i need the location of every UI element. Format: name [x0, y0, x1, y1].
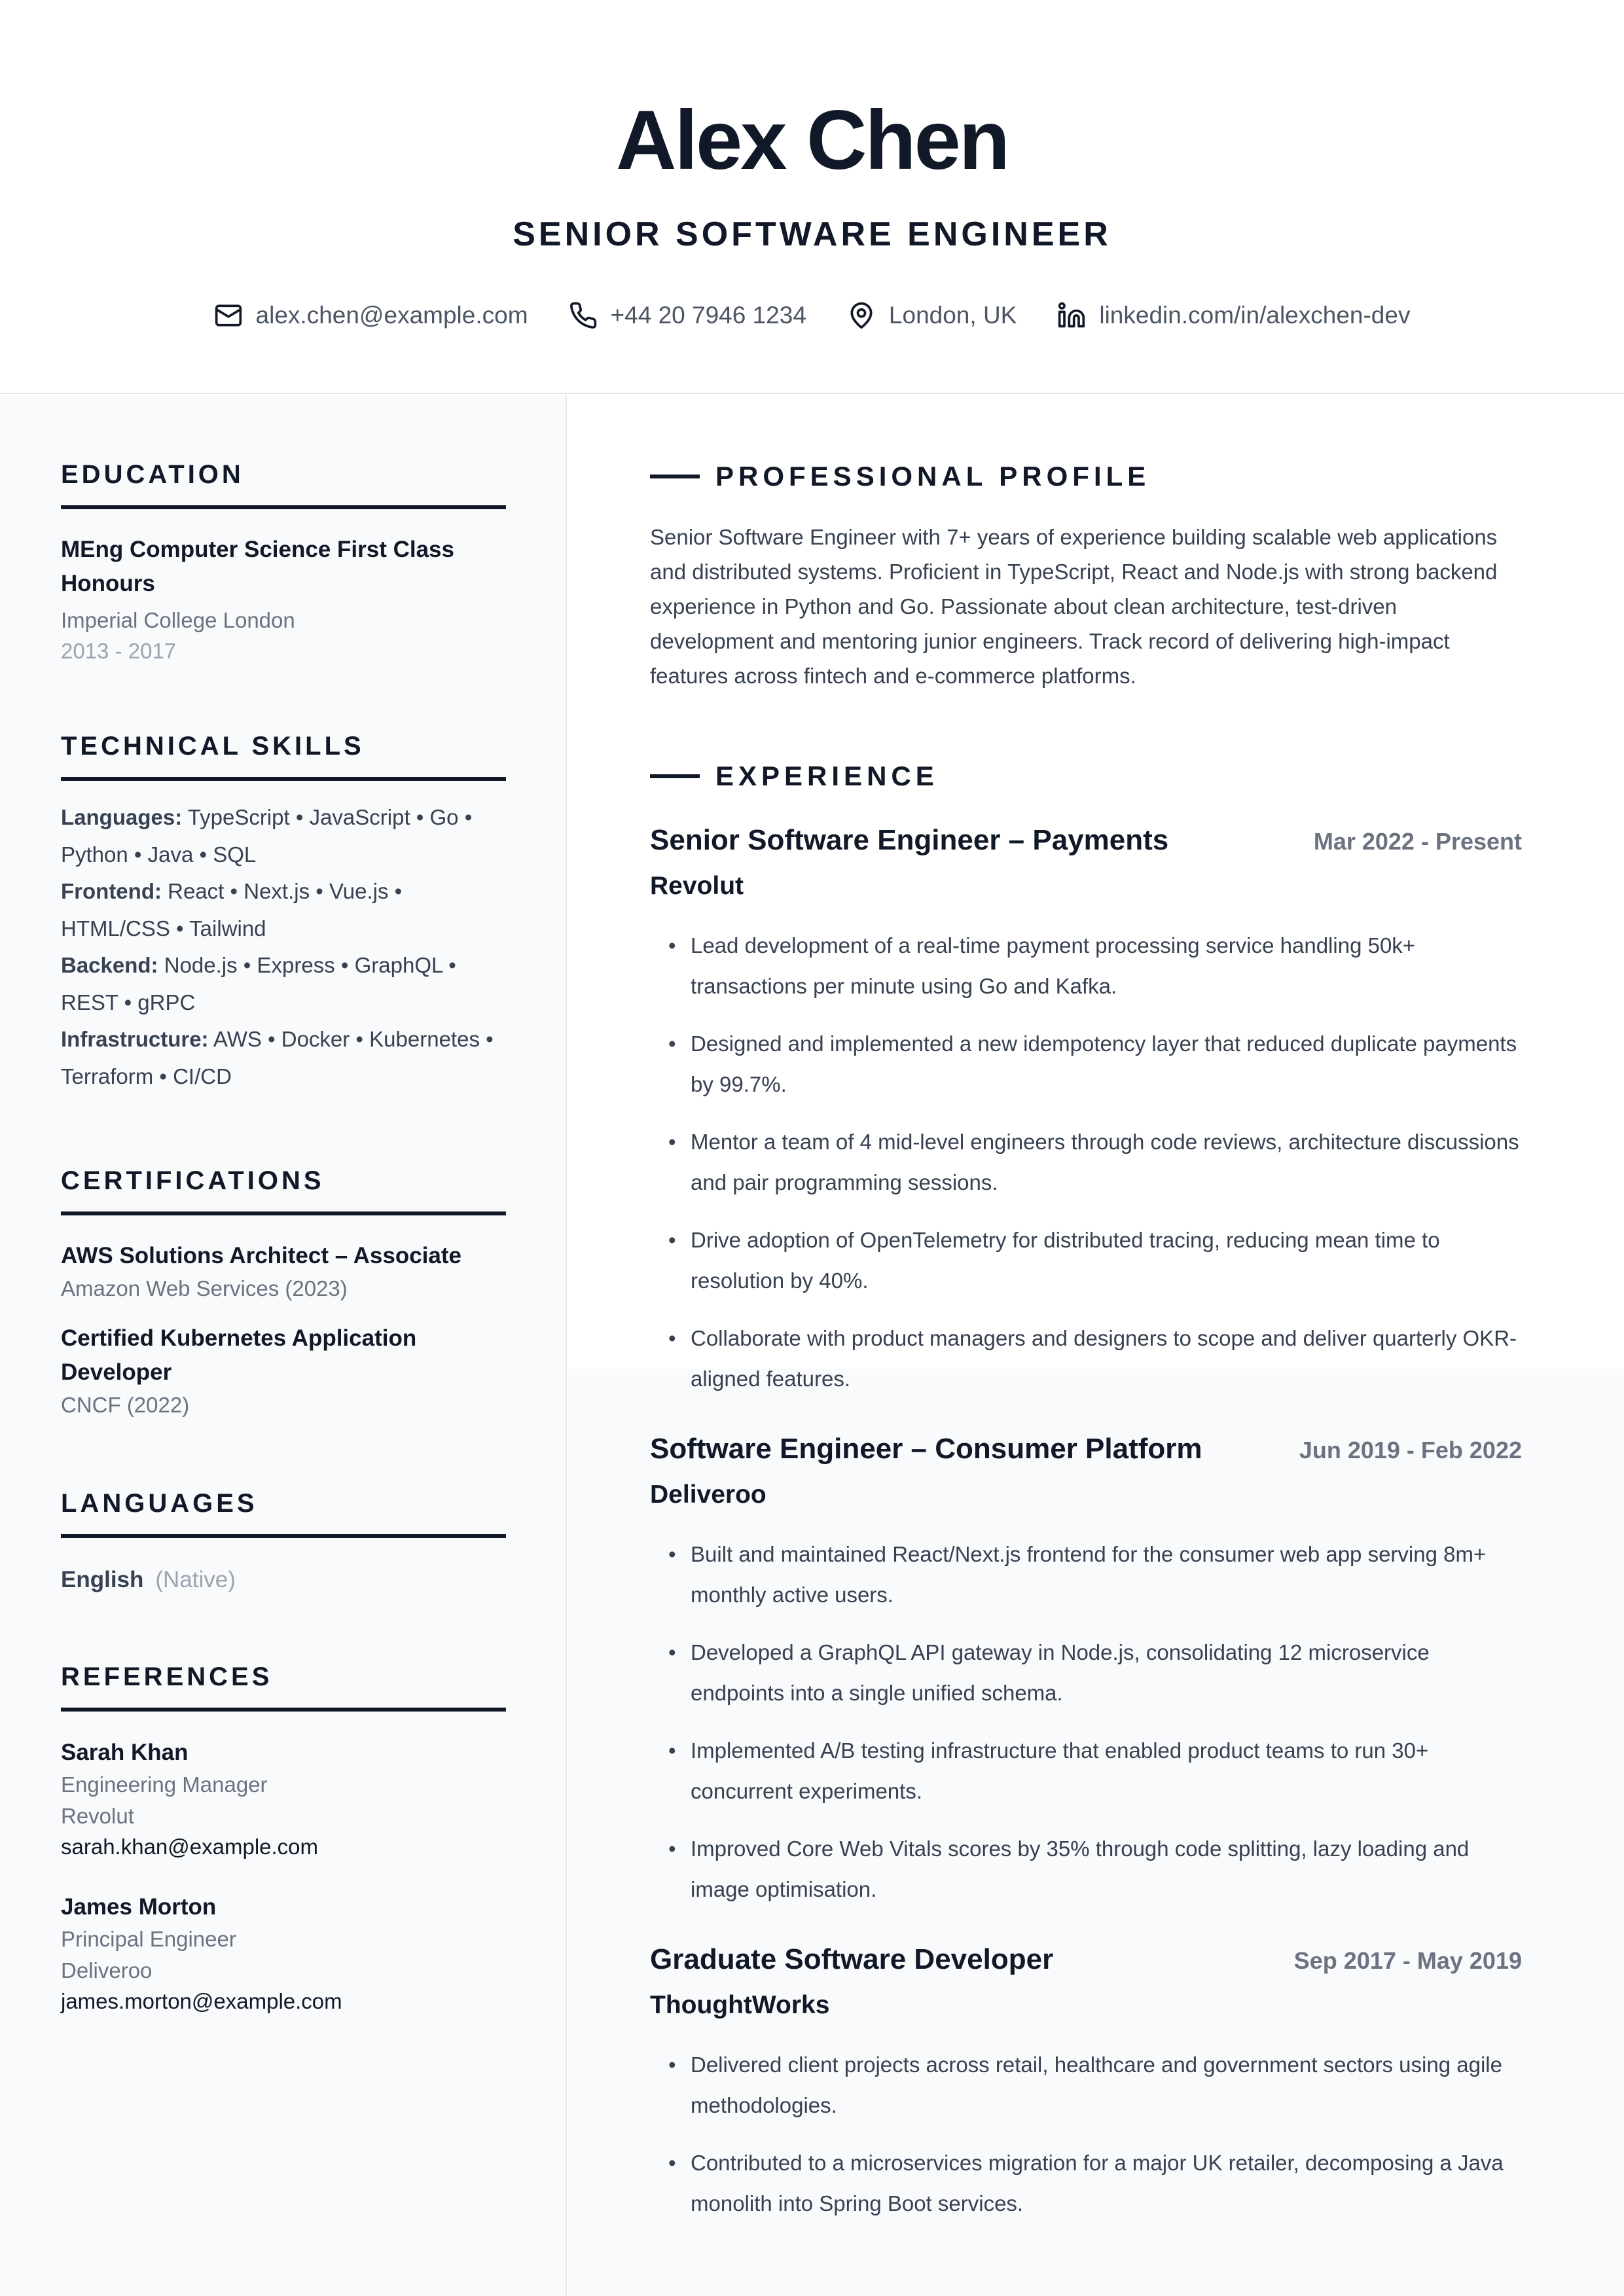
contact-phone[interactable] — [569, 296, 806, 335]
language-level: (Native) — [155, 1567, 236, 1592]
reference-role: Engineering Manager — [61, 1772, 268, 1797]
certification-item — [61, 1239, 506, 1304]
reference-email[interactable]: sarah.khan@example.com — [61, 1835, 319, 1859]
education-degree: MEng Computer Science First Class Honours — [61, 537, 454, 596]
job-bullet: • Implemented A/B testing infrastructure that enabled product teams to run 30+ concurrent experiments. — [650, 1731, 1522, 1812]
job-bullet: • Built and maintained React/Next.js frontend for the consumer web app serving 8m+ monthly active users. — [650, 1534, 1522, 1615]
skill-group-backend: Backend: Node.js • Express • GraphQL • REST • gRPC — [61, 953, 456, 1014]
language-item — [61, 1563, 506, 1597]
contact-email[interactable] — [214, 296, 528, 335]
heading-rule — [650, 475, 700, 478]
job-title: Graduate Software Developer — [650, 1943, 1054, 1975]
contact-linkedin-text: linkedin.com/in/alexchen-dev — [1099, 302, 1411, 329]
contact-email-text: alex.chen@example.com — [255, 302, 528, 329]
experience-heading — [650, 758, 1522, 795]
job-bullets — [650, 925, 1522, 1399]
job-header — [650, 1939, 1522, 1982]
reference-item — [61, 1891, 506, 2017]
references-section — [61, 1660, 506, 2017]
reference-company: Revolut — [61, 1804, 134, 1828]
contact-bar — [0, 296, 1624, 335]
education-section — [61, 458, 506, 666]
profile-section — [650, 458, 1522, 693]
reference-role: Principal Engineer — [61, 1927, 236, 1951]
job-bullets — [650, 1534, 1522, 1910]
experience-heading-text: EXPERIENCE — [715, 761, 939, 791]
job-bullet: • Lead development of a real-time payment processing service handling 50k+ transactions per minute using Go and Kafka. — [650, 925, 1522, 1007]
certifications-section — [61, 1164, 506, 1421]
skill-group-infrastructure: Infrastructure: AWS • Docker • Kubernetes • Terraform • CI/CD — [61, 1027, 494, 1088]
job-bullet: • Contributed to a microservices migration for a major UK retailer, decomposing a Java monolith into Spring Boot services. — [650, 2143, 1522, 2224]
certification-item — [61, 1321, 506, 1421]
certification-issuer: CNCF (2022) — [61, 1393, 190, 1417]
skills-heading: TECHNICAL SKILLS — [61, 730, 506, 781]
certification-name: AWS Solutions Architect – Associate — [61, 1243, 461, 1268]
profile-heading-text: PROFESSIONAL PROFILE — [715, 461, 1151, 492]
linkedin-icon — [1057, 301, 1086, 330]
education-years: 2013 - 2017 — [61, 639, 177, 663]
job-title-heading: SENIOR SOFTWARE ENGINEER — [513, 215, 1111, 253]
job-bullet: • Drive adoption of OpenTelemetry for distributed tracing, reducing mean time to resolution by 40%. — [650, 1220, 1522, 1301]
job-bullet: • Delivered client projects across retail, healthcare and government sectors using agile methodologies. — [650, 2045, 1522, 2126]
job-header — [650, 1428, 1522, 1471]
contact-location — [847, 296, 1017, 335]
job-bullets — [650, 2045, 1522, 2224]
location-icon — [847, 301, 876, 330]
certification-name: Certified Kubernetes Application Developer — [61, 1325, 417, 1385]
job-bullet: • Collaborate with product managers and designers to scope and deliver quarterly OKR-aligned features. — [650, 1318, 1522, 1399]
resume-header — [0, 0, 1624, 394]
skills-section — [61, 730, 506, 1095]
contact-linkedin[interactable] — [1057, 296, 1410, 335]
job-entry — [650, 819, 1522, 1399]
job-company: ThoughtWorks — [650, 1991, 830, 2019]
languages-section — [61, 1487, 506, 1597]
reference-email[interactable]: james.morton@example.com — [61, 1989, 342, 2013]
job-bullet: • Designed and implemented a new idempotency layer that reduced duplicate payments by 99.7%. — [650, 1024, 1522, 1105]
reference-name: James Morton — [61, 1894, 217, 1920]
heading-rule — [650, 774, 700, 778]
profile-text: Senior Software Engineer with 7+ years of experience building scalable web applications and distributed systems. Proficient in TypeScript, React and Node.js with strong backend experience in Python and Go. Passionate about clean architecture, test-driven development and mentoring junior engineers. Track record of delivering high-impact features across fintech and e-commerce platforms. — [650, 525, 1498, 688]
skill-group-languages: Languages: TypeScript • JavaScript • Go • Python • Java • SQL — [61, 805, 473, 867]
phone-icon — [569, 301, 598, 330]
job-company: Deliveroo — [650, 1480, 767, 1509]
skills-list — [61, 799, 506, 1095]
education-heading: EDUCATION — [61, 458, 506, 509]
job-company: Revolut — [650, 872, 744, 900]
reference-company: Deliveroo — [61, 1958, 153, 1982]
mail-icon — [214, 301, 243, 330]
contact-location-text: London, UK — [888, 302, 1017, 329]
job-title: Senior Software Engineer – Payments — [650, 824, 1169, 856]
certifications-heading: CERTIFICATIONS — [61, 1164, 506, 1215]
profile-heading — [650, 458, 1522, 495]
candidate-name: Alex Chen — [616, 94, 1008, 187]
job-entry — [650, 1939, 1522, 2224]
languages-heading: LANGUAGES — [61, 1487, 506, 1538]
job-bullet: • Improved Core Web Vitals scores by 35% through code splitting, lazy loading and image optimisation. — [650, 1829, 1522, 1910]
reference-item — [61, 1736, 506, 1862]
reference-name: Sarah Khan — [61, 1740, 189, 1765]
job-entry — [650, 1428, 1522, 1910]
job-bullet: • Developed a GraphQL API gateway in Node.js, consolidating 12 microservice endpoints into a single unified schema. — [650, 1632, 1522, 1713]
job-dates: Mar 2022 - Present — [1313, 828, 1522, 855]
language-name: English — [61, 1567, 144, 1592]
job-dates: Sep 2017 - May 2019 — [1293, 1947, 1522, 1974]
certification-issuer: Amazon Web Services (2023) — [61, 1276, 348, 1300]
education-school: Imperial College London — [61, 608, 295, 632]
skill-group-frontend: Frontend: React • Next.js • Vue.js • HTML/CSS • Tailwind — [61, 879, 403, 941]
job-dates: Jun 2019 - Feb 2022 — [1299, 1437, 1522, 1463]
job-title: Software Engineer – Consumer Platform — [650, 1433, 1202, 1465]
experience-section — [650, 758, 1522, 2241]
contact-phone-text: +44 20 7946 1234 — [610, 302, 806, 329]
job-header — [650, 819, 1522, 863]
job-bullet: • Mentor a team of 4 mid-level engineers through code reviews, architecture discussions and pair programming sessions. — [650, 1122, 1522, 1203]
references-heading: REFERENCES — [61, 1660, 506, 1712]
